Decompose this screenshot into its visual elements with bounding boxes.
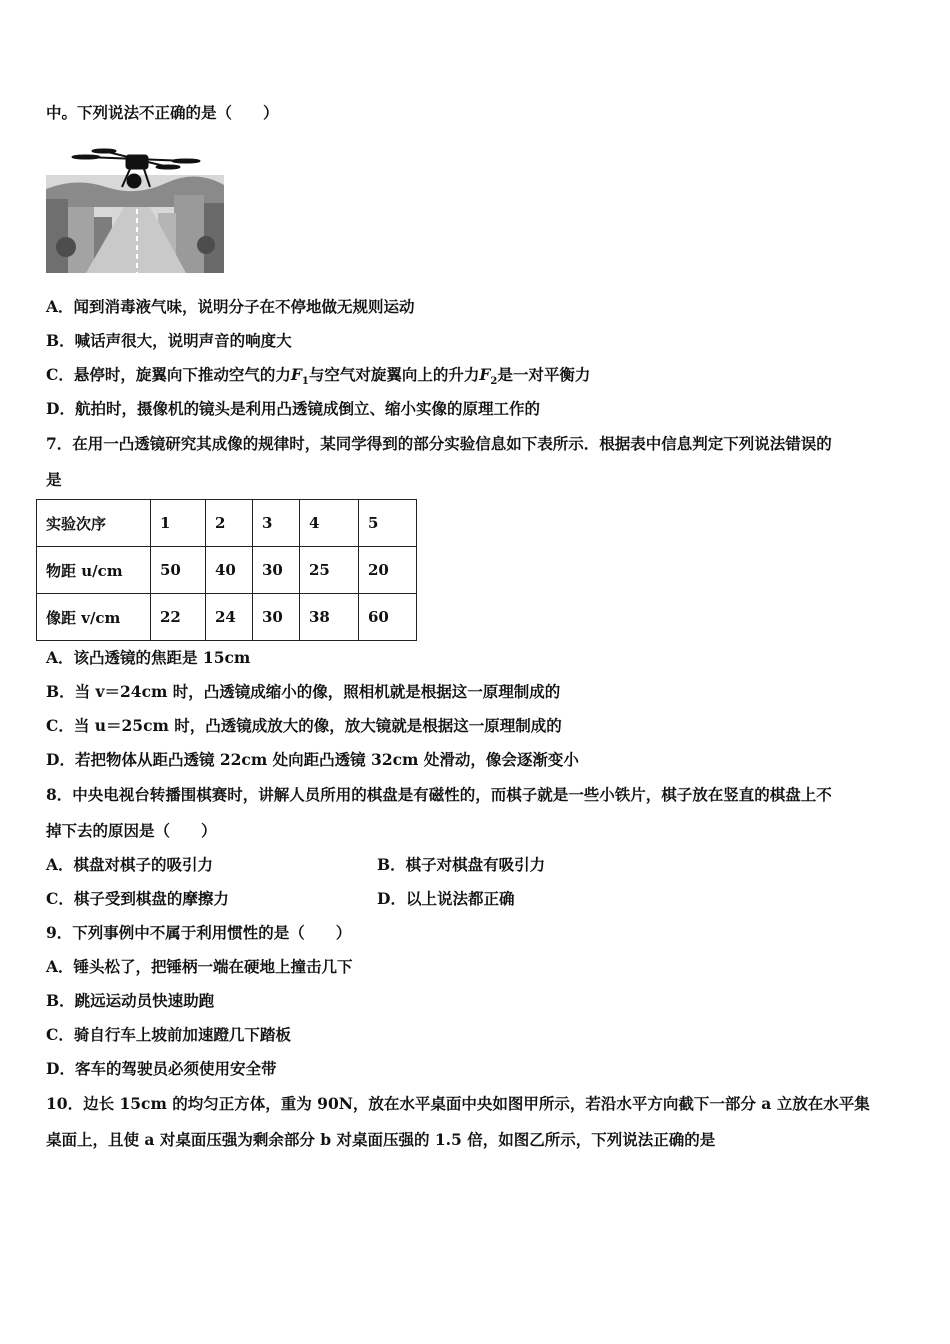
table-row (37, 500, 417, 547)
table-cell: 24 (206, 594, 253, 641)
table-cell: 60 (359, 594, 417, 641)
q7-stem-line1: 7．在用一凸透镜研究其成像的规律时，某同学得到的部分实验信息如下表所示．根据表中信息判定下列说法错误的 (46, 434, 832, 453)
q7-option-a: A．该凸透镜的焦距是 15cm (46, 648, 251, 667)
q7-stem-line2: 是 (46, 470, 62, 489)
table-cell: 物距 u/cm (37, 547, 151, 594)
q7-option-b: B．当 v＝24cm 时，凸透镜成缩小的像，照相机就是根据这一原理制成的 (46, 682, 561, 701)
table-row (37, 594, 417, 641)
q9-option-b: B．跳远运动员快速助跑 (46, 991, 215, 1010)
table-cell: 像距 v/cm (37, 594, 151, 641)
q7-option-c: C．当 u＝25cm 时，凸透镜成放大的像，放大镜就是根据这一原理制成的 (46, 716, 562, 735)
table-cell: 1 (151, 500, 206, 547)
table-cell: 2 (206, 500, 253, 547)
q8-option-a: A．棋盘对棋子的吸引力 (46, 855, 214, 874)
table-cell: 3 (253, 500, 300, 547)
q6-option-c-mid: 与空气对旋翼向上的升力 (308, 365, 480, 384)
table-cell: 20 (359, 547, 417, 594)
force-f1-subscript: 1 (301, 376, 309, 388)
q9-option-d: D．客车的驾驶员必须使用安全带 (46, 1059, 277, 1078)
q9-stem: 9．下列事例中不属于利用惯性的是（ ） (46, 923, 352, 942)
table-cell: 30 (253, 547, 300, 594)
q8-option-c: C．棋子受到棋盘的摩擦力 (46, 889, 229, 908)
q8-option-b: B．棋子对棋盘有吸引力 (377, 855, 546, 874)
table-cell: 30 (253, 594, 300, 641)
table-cell: 50 (151, 547, 206, 594)
force-f2-subscript: 2 (490, 376, 498, 388)
table-cell: 25 (300, 547, 359, 594)
table-cell: 5 (359, 500, 417, 547)
force-f1-symbol: F (290, 365, 302, 384)
table-cell: 4 (300, 500, 359, 547)
q10-stem-line1: 10．边长 15cm 的均匀正方体，重为 90N，放在水平桌面中央如图甲所示，若沿水平方向截下一部分 a 立放在水平集 (46, 1094, 870, 1113)
table-cell: 实验次序 (37, 500, 151, 547)
q6-option-c-pre: C．悬停时，旋翼向下推动空气的力 (46, 365, 291, 384)
table-cell: 38 (300, 594, 359, 641)
q8-stem-line2: 掉下去的原因是（ ） (46, 821, 217, 840)
q6-option-c-post: 是一对平衡力 (497, 365, 591, 384)
q9-option-a: A．锤头松了，把锤柄一端在硬地上撞击几下 (46, 957, 353, 976)
drone-photo-icon (46, 147, 224, 273)
table-cell: 40 (206, 547, 253, 594)
q6-option-b: B．喊话声很大，说明声音的响度大 (46, 331, 292, 350)
force-f2-symbol: F (479, 365, 491, 384)
q6-option-c (46, 363, 590, 387)
q8-stem-line1: 8．中央电视台转播围棋赛时，讲解人员所用的棋盘是有磁性的，而棋子就是一些小铁片，棋子放在竖直的棋盘上不 (46, 785, 832, 804)
experiment-table (36, 499, 417, 641)
table-row (37, 547, 417, 594)
q6-option-a: A．闻到消毒液气味，说明分子在不停地做无规则运动 (46, 297, 415, 316)
table-cell: 22 (151, 594, 206, 641)
q10-stem-line2: 桌面上，且使 a 对桌面压强为剩余部分 b 对桌面压强的 1.5 倍，如图乙所示，下列说法正确的是 (46, 1130, 716, 1149)
q6-option-d: D．航拍时，摄像机的镜头是利用凸透镜成倒立、缩小实像的原理工作的 (46, 399, 540, 418)
q6-stem: 中。下列说法不正确的是（ ） (46, 103, 279, 122)
q9-option-c: C．骑自行车上坡前加速蹬几下踏板 (46, 1025, 291, 1044)
q8-option-d: D．以上说法都正确 (377, 889, 515, 908)
q7-option-d: D．若把物体从距凸透镜 22cm 处向距凸透镜 32cm 处滑动，像会逐渐变小 (46, 750, 579, 769)
